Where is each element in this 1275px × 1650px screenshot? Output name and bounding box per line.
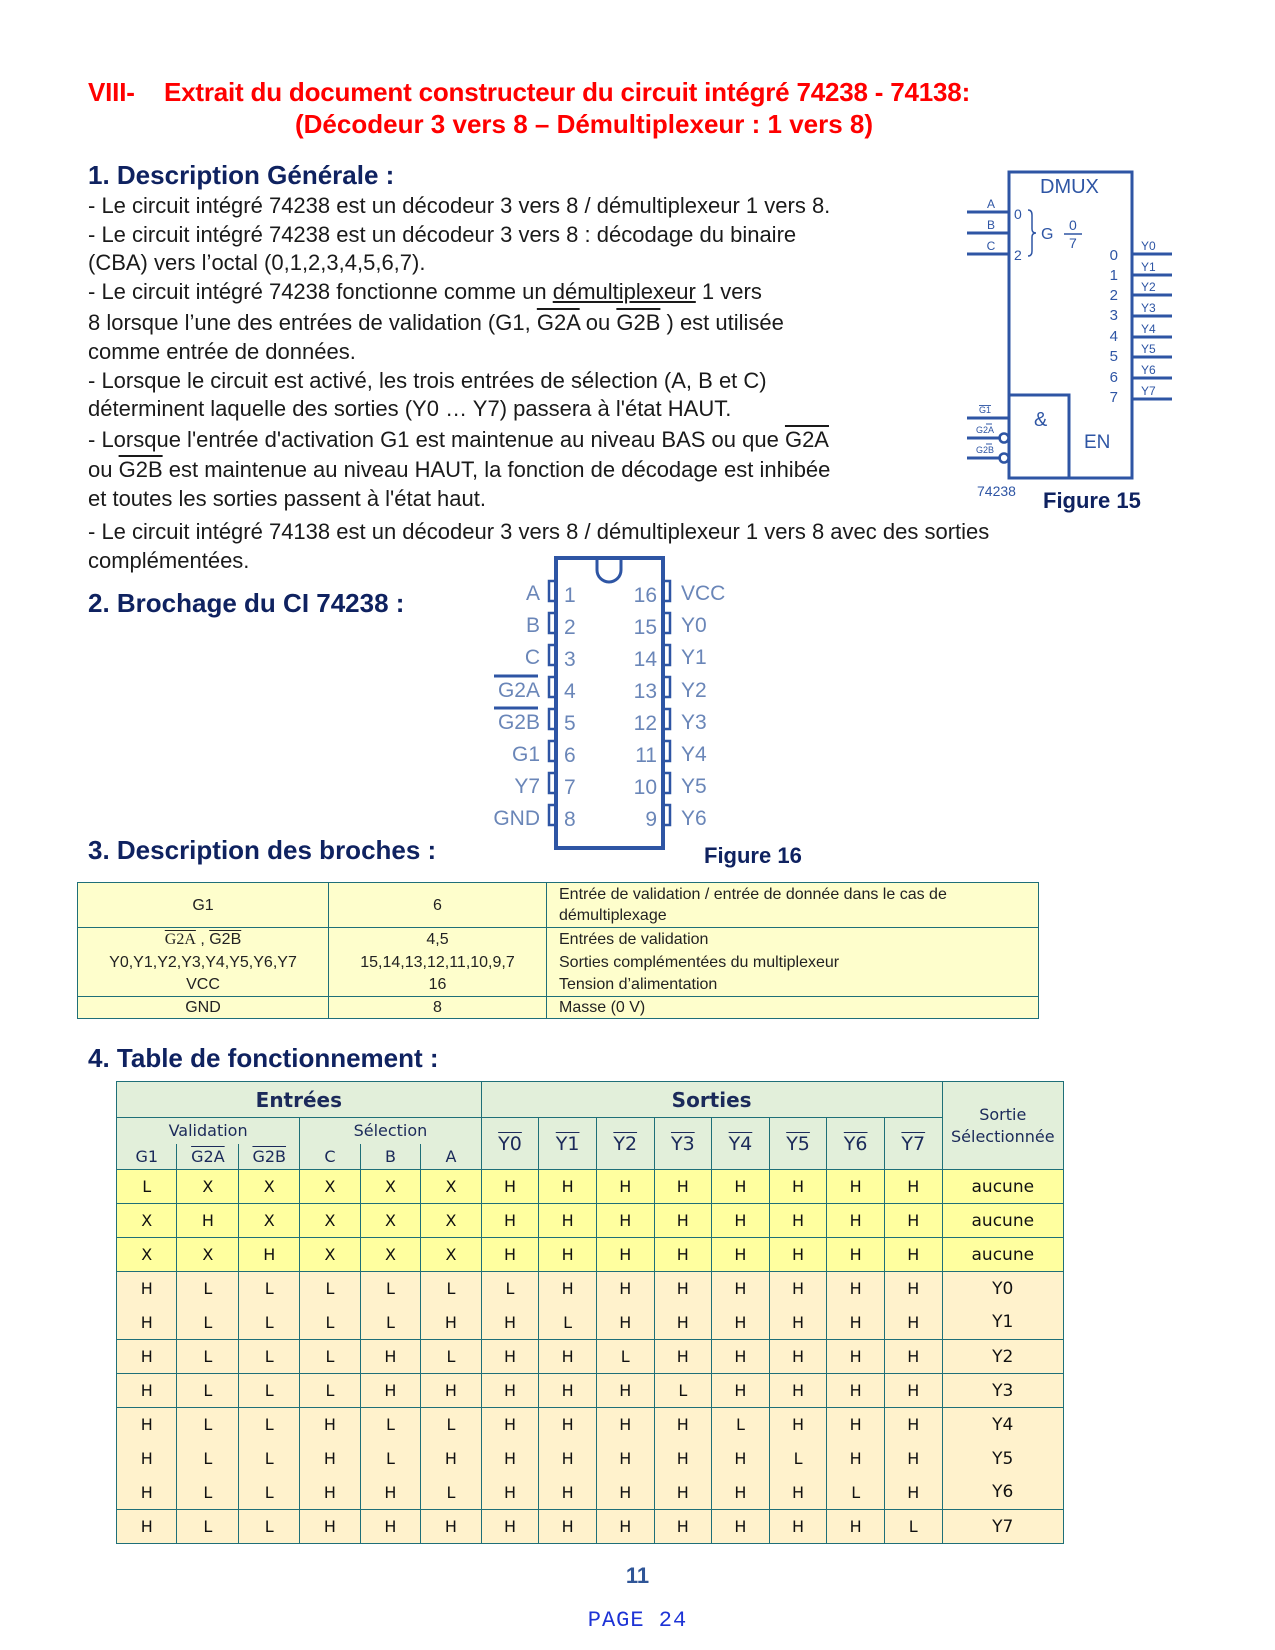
table-cell: H: [769, 1204, 827, 1238]
document-subtitle: (Décodeur 3 vers 8 – Démultiplexeur : 1 vers 8): [295, 109, 874, 139]
table-cell: L: [177, 1442, 239, 1476]
table-cell: H: [539, 1408, 597, 1442]
selected-output-cell: Y3: [942, 1374, 1063, 1408]
table-cell: L: [769, 1442, 827, 1476]
table-cell: H: [117, 1476, 177, 1510]
table-cell: H: [769, 1374, 827, 1408]
table-cell: X: [300, 1238, 361, 1272]
table-cell: L: [360, 1306, 421, 1340]
svg-text:7: 7: [564, 776, 576, 799]
table-cell: H: [481, 1408, 539, 1442]
selected-output-cell: aucune: [942, 1238, 1063, 1272]
table-cell: H: [117, 1272, 177, 1306]
svg-text:Y2: Y2: [1141, 280, 1156, 294]
table-cell: L: [239, 1340, 300, 1374]
svg-text:14: 14: [633, 648, 657, 671]
table-cell: H: [654, 1408, 712, 1442]
svg-text:Y3: Y3: [1141, 301, 1156, 315]
figure-16-caption: Figure 16: [704, 843, 802, 868]
selected-output-cell: Y6: [942, 1476, 1063, 1510]
svg-text:6: 6: [1109, 369, 1118, 386]
svg-text:Y6: Y6: [681, 807, 707, 830]
page-label: PAGE 24: [587, 1608, 688, 1633]
table-cell: L: [421, 1272, 482, 1306]
table-cell: H: [117, 1306, 177, 1340]
table-cell: H: [539, 1374, 597, 1408]
svg-text:1: 1: [1109, 267, 1118, 284]
table-cell: L: [596, 1340, 654, 1374]
table-cell: H: [539, 1510, 597, 1544]
svg-text:A: A: [986, 197, 996, 211]
svg-text:Y7: Y7: [514, 775, 540, 798]
table-cell: H: [654, 1476, 712, 1510]
svg-text:5: 5: [1109, 348, 1118, 365]
table-cell: L: [239, 1272, 300, 1306]
table-cell: L: [177, 1510, 239, 1544]
description-line: ou G2B est maintenue au niveau HAUT, la fonction de décodage est inhibée: [88, 457, 831, 483]
table-cell: L: [360, 1272, 421, 1306]
svg-text:2: 2: [1109, 287, 1118, 304]
table-cell: H: [117, 1374, 177, 1408]
svg-text:G2B: G2B: [976, 445, 995, 455]
svg-text:G2A: G2A: [976, 425, 995, 435]
table-row: Y0,Y1,Y2,Y3,Y4,Y5,Y6,Y7 15,14,13,12,11,10,9,7 Sorties complémentées du multiplexeur: [78, 951, 1039, 974]
svg-text:Y5: Y5: [1141, 342, 1156, 356]
table-row: [117, 1170, 1064, 1204]
svg-text:2: 2: [1014, 247, 1022, 263]
table-cell: H: [539, 1340, 597, 1374]
table-cell: H: [117, 1408, 177, 1442]
table-cell: H: [827, 1170, 885, 1204]
table-cell: L: [239, 1374, 300, 1408]
table-row: VCC 16 Tension d’alimentation: [78, 974, 1039, 997]
description-line: 8 lorsque l’une des entrées de validation (G1, G2A ou G2B ) est utilisée: [88, 310, 784, 336]
svg-text:0: 0: [1069, 217, 1077, 233]
table-cell: H: [827, 1204, 885, 1238]
table-cell: H: [712, 1306, 770, 1340]
table-row: G2A , G2B 4,5 Entrées de validation: [78, 928, 1039, 951]
table-cell: X: [360, 1238, 421, 1272]
table-row: [117, 1374, 1064, 1408]
table-cell: L: [300, 1272, 361, 1306]
svg-text:GND: GND: [493, 807, 540, 830]
svg-text:Y4: Y4: [1141, 322, 1156, 336]
table-cell: H: [481, 1238, 539, 1272]
description-line: complémentées.: [88, 547, 250, 573]
table-cell: H: [827, 1272, 885, 1306]
table-cell: H: [884, 1408, 942, 1442]
table-cell: L: [654, 1374, 712, 1408]
table-cell: H: [539, 1476, 597, 1510]
table-cell: X: [239, 1204, 300, 1238]
svg-text:8: 8: [564, 808, 576, 831]
ic-pinout-figure: [480, 550, 740, 860]
table-cell: H: [117, 1340, 177, 1374]
selected-output-cell: Y1: [942, 1306, 1063, 1340]
svg-text:0: 0: [1109, 247, 1118, 264]
table-cell: X: [117, 1238, 177, 1272]
table-cell: H: [712, 1340, 770, 1374]
table-cell: H: [827, 1306, 885, 1340]
table-cell: X: [360, 1204, 421, 1238]
selected-output-cell: aucune: [942, 1204, 1063, 1238]
table-cell: H: [360, 1340, 421, 1374]
table-cell: L: [300, 1340, 361, 1374]
table-cell: H: [360, 1510, 421, 1544]
table-cell: X: [421, 1170, 482, 1204]
table-cell: H: [884, 1476, 942, 1510]
svg-text:C: C: [986, 239, 996, 253]
svg-text:4: 4: [564, 680, 576, 703]
section-heading-function-table: 4. Table de fonctionnement :: [88, 1043, 439, 1073]
figure-15-caption: Figure 15: [1043, 488, 1141, 513]
table-cell: L: [177, 1374, 239, 1408]
table-cell: H: [117, 1442, 177, 1476]
table-cell: H: [712, 1170, 770, 1204]
table-cell: H: [300, 1510, 361, 1544]
table-cell: H: [177, 1204, 239, 1238]
svg-text:Y0: Y0: [681, 614, 707, 637]
table-cell: H: [884, 1442, 942, 1476]
table-cell: L: [360, 1408, 421, 1442]
header-inputs: Entrées: [117, 1082, 482, 1118]
table-cell: L: [300, 1374, 361, 1408]
table-cell: H: [712, 1204, 770, 1238]
table-cell: H: [300, 1408, 361, 1442]
description-line: (CBA) vers l’octal (0,1,2,3,4,5,6,7).: [88, 250, 426, 276]
chip-label: 74238: [977, 483, 1016, 499]
table-cell: H: [481, 1306, 539, 1340]
table-cell: H: [884, 1374, 942, 1408]
table-row: [117, 1204, 1064, 1238]
table-cell: H: [712, 1476, 770, 1510]
table-cell: H: [712, 1272, 770, 1306]
table-cell: X: [360, 1170, 421, 1204]
svg-text:16: 16: [633, 584, 657, 607]
table-cell: H: [654, 1306, 712, 1340]
svg-text:15: 15: [633, 616, 657, 639]
table-cell: H: [654, 1170, 712, 1204]
table-cell: L: [421, 1340, 482, 1374]
table-cell: H: [481, 1340, 539, 1374]
table-cell: H: [769, 1238, 827, 1272]
table-cell: H: [596, 1374, 654, 1408]
table-cell: H: [827, 1442, 885, 1476]
table-header-row: Validation Sélection Y0 Y1 Y2 Y3 Y4 Y5 Y6 Y7: [117, 1118, 1064, 1144]
table-cell: L: [239, 1442, 300, 1476]
table-cell: X: [177, 1170, 239, 1204]
table-cell: L: [884, 1510, 942, 1544]
table-cell: H: [596, 1442, 654, 1476]
table-cell: L: [177, 1476, 239, 1510]
table-cell: H: [884, 1272, 942, 1306]
table-row: [117, 1306, 1064, 1340]
table-cell: H: [539, 1272, 597, 1306]
svg-text:11: 11: [635, 744, 657, 767]
selected-output-cell: aucune: [942, 1170, 1063, 1204]
table-cell: H: [539, 1204, 597, 1238]
and-symbol: &: [1034, 409, 1048, 431]
table-cell: H: [654, 1204, 712, 1238]
table-cell: H: [769, 1272, 827, 1306]
svg-text:3: 3: [564, 648, 576, 671]
table-cell: H: [360, 1476, 421, 1510]
table-cell: X: [300, 1204, 361, 1238]
table-cell: H: [596, 1408, 654, 1442]
table-cell: L: [239, 1510, 300, 1544]
table-header-row: [117, 1082, 1064, 1118]
table-cell: H: [827, 1238, 885, 1272]
table-cell: X: [421, 1204, 482, 1238]
table-cell: H: [827, 1374, 885, 1408]
svg-text:VCC: VCC: [681, 582, 726, 605]
table-cell: H: [596, 1272, 654, 1306]
table-cell: H: [421, 1442, 482, 1476]
table-cell: H: [481, 1374, 539, 1408]
svg-text:7: 7: [1069, 235, 1077, 251]
description-line: - Lorsque le circuit est activé, les trois entrées de sélection (A, B et C): [88, 367, 767, 393]
svg-text:B: B: [525, 614, 540, 637]
header-outputs: Sorties: [481, 1082, 942, 1118]
svg-text:Y4: Y4: [681, 743, 707, 766]
svg-text:Y0: Y0: [1141, 239, 1156, 253]
table-cell: H: [769, 1510, 827, 1544]
svg-text:B: B: [986, 218, 996, 232]
description-line: comme entrée de données.: [88, 338, 356, 364]
table-cell: H: [654, 1442, 712, 1476]
table-row: G1 6 Entrée de validation / entrée de donnée dans le cas de démultiplexage: [78, 883, 1039, 928]
section-number: VIII-: [88, 77, 135, 107]
table-row: [117, 1442, 1064, 1476]
table-cell: H: [654, 1340, 712, 1374]
svg-text:Y5: Y5: [681, 775, 707, 798]
table-row: [117, 1238, 1064, 1272]
svg-text:3: 3: [1109, 307, 1118, 324]
svg-text:Y6: Y6: [1141, 363, 1156, 377]
page-number: 11: [625, 1563, 650, 1588]
table-cell: L: [177, 1306, 239, 1340]
dmux-logic-symbol-figure: [960, 160, 1175, 520]
selected-output-cell: Y7: [942, 1510, 1063, 1544]
table-cell: H: [539, 1170, 597, 1204]
table-row: [117, 1408, 1064, 1442]
table-cell: H: [360, 1374, 421, 1408]
description-line: - Le circuit intégré 74138 est un décodeur 3 vers 8 / démultiplexeur 1 vers 8 avec des sorties: [88, 519, 990, 544]
svg-text:G: G: [1041, 226, 1054, 243]
table-cell: H: [769, 1408, 827, 1442]
section-heading-pinout: 2. Brochage du CI 74238 :: [88, 588, 405, 618]
table-cell: L: [360, 1442, 421, 1476]
table-cell: H: [712, 1442, 770, 1476]
table-cell: H: [769, 1340, 827, 1374]
table-cell: H: [884, 1170, 942, 1204]
svg-text:G1: G1: [511, 743, 540, 766]
selected-output-cell: Y0: [942, 1272, 1063, 1306]
table-cell: H: [481, 1510, 539, 1544]
svg-text:6: 6: [564, 744, 576, 767]
table-cell: H: [596, 1204, 654, 1238]
table-cell: L: [239, 1408, 300, 1442]
table-cell: L: [421, 1408, 482, 1442]
function-truth-table: [116, 1081, 1064, 1544]
svg-text:Y2: Y2: [681, 679, 707, 702]
table-cell: L: [117, 1170, 177, 1204]
table-cell: X: [239, 1170, 300, 1204]
table-cell: L: [239, 1476, 300, 1510]
table-cell: H: [596, 1306, 654, 1340]
enable-label: EN: [1084, 432, 1111, 453]
table-cell: L: [827, 1476, 885, 1510]
dmux-label: DMUX: [1040, 176, 1099, 198]
svg-text:Y1: Y1: [681, 646, 707, 669]
table-row: [117, 1340, 1064, 1374]
table-cell: H: [884, 1204, 942, 1238]
svg-text:9: 9: [645, 808, 657, 831]
svg-text:13: 13: [633, 680, 657, 703]
svg-text:2: 2: [564, 616, 576, 639]
table-cell: H: [654, 1272, 712, 1306]
svg-text:Y3: Y3: [681, 711, 707, 734]
table-cell: X: [177, 1238, 239, 1272]
table-cell: L: [239, 1306, 300, 1340]
table-cell: H: [117, 1510, 177, 1544]
table-cell: H: [481, 1170, 539, 1204]
table-cell: L: [300, 1306, 361, 1340]
table-header-row: G1 G2A G2B C B A: [117, 1144, 1064, 1170]
table-cell: H: [596, 1510, 654, 1544]
table-cell: H: [827, 1408, 885, 1442]
description-line: - Le circuit intégré 74238 fonctionne comme un démultiplexeur 1 vers: [88, 278, 762, 304]
description-line: déterminent laquelle des sorties (Y0 … Y7) passera à l'état HAUT.: [88, 396, 732, 422]
svg-text:10: 10: [633, 776, 657, 799]
table-cell: L: [177, 1408, 239, 1442]
description-line: - Lorsque l'entrée d'activation G1 est maintenue au niveau BAS ou que G2A: [88, 426, 829, 452]
table-cell: H: [654, 1238, 712, 1272]
selected-output-cell: Y2: [942, 1340, 1063, 1374]
table-cell: X: [117, 1204, 177, 1238]
table-row: [117, 1476, 1064, 1510]
table-cell: L: [481, 1272, 539, 1306]
table-cell: H: [769, 1170, 827, 1204]
description-line: et toutes les sorties passent à l'état haut.: [88, 485, 486, 511]
table-row: [117, 1272, 1064, 1306]
header-validation: Validation: [117, 1118, 300, 1144]
svg-text:C: C: [524, 646, 540, 669]
table-cell: H: [596, 1170, 654, 1204]
table-cell: L: [177, 1272, 239, 1306]
table-cell: H: [481, 1442, 539, 1476]
selected-output-cell: Y4: [942, 1408, 1063, 1442]
table-cell: H: [712, 1238, 770, 1272]
svg-text:7: 7: [1109, 389, 1118, 406]
header-selection: Sélection: [300, 1118, 482, 1144]
svg-text:A: A: [525, 582, 540, 605]
table-cell: L: [177, 1340, 239, 1374]
table-cell: L: [421, 1476, 482, 1510]
table-cell: H: [712, 1510, 770, 1544]
table-cell: H: [421, 1510, 482, 1544]
document-title: [88, 76, 970, 108]
selected-output-cell: Y5: [942, 1442, 1063, 1476]
table-row: GND 8 Masse (0 V): [78, 997, 1039, 1019]
section-heading-description: 1. Description Générale :: [88, 160, 395, 190]
svg-text:G1: G1: [979, 405, 992, 415]
table-cell: H: [300, 1442, 361, 1476]
pin-description-table: [77, 882, 1039, 1019]
svg-text:G2B: G2B: [497, 711, 540, 734]
description-line: - Le circuit intégré 74238 est un décodeur 3 vers 8 : décodage du binaire: [88, 221, 797, 247]
table-cell: L: [712, 1408, 770, 1442]
table-cell: H: [827, 1340, 885, 1374]
truth-table-body: [117, 1170, 1064, 1544]
description-paragraph: [88, 192, 958, 514]
svg-text:1: 1: [564, 584, 576, 607]
table-cell: H: [481, 1204, 539, 1238]
table-cell: X: [421, 1238, 482, 1272]
table-cell: H: [827, 1510, 885, 1544]
table-cell: H: [884, 1306, 942, 1340]
svg-text:4: 4: [1109, 328, 1118, 345]
table-cell: H: [596, 1476, 654, 1510]
svg-text:G2A: G2A: [497, 679, 540, 702]
table-cell: H: [712, 1374, 770, 1408]
table-cell: X: [300, 1170, 361, 1204]
svg-text:Y1: Y1: [1141, 260, 1156, 274]
header-selected-output: Sortie Sélectionnée: [942, 1082, 1063, 1170]
svg-text:5: 5: [564, 712, 576, 735]
svg-text:Y7: Y7: [1141, 384, 1156, 398]
description-line: - Le circuit intégré 74238 est un décodeur 3 vers 8 / démultiplexeur 1 vers 8.: [88, 193, 831, 218]
table-cell: H: [884, 1340, 942, 1374]
svg-text:12: 12: [633, 712, 657, 735]
table-cell: H: [884, 1238, 942, 1272]
table-cell: H: [300, 1476, 361, 1510]
table-cell: L: [539, 1306, 597, 1340]
title-text: Extrait du document constructeur du circuit intégré 74238 - 74138:: [164, 77, 971, 107]
table-cell: H: [596, 1238, 654, 1272]
table-cell: H: [539, 1442, 597, 1476]
table-cell: H: [769, 1306, 827, 1340]
table-cell: H: [421, 1306, 482, 1340]
table-cell: H: [654, 1510, 712, 1544]
table-cell: H: [239, 1238, 300, 1272]
section-heading-pin-description: 3. Description des broches :: [88, 835, 437, 865]
table-cell: H: [769, 1476, 827, 1510]
svg-text:0: 0: [1014, 206, 1022, 222]
table-row: [117, 1510, 1064, 1544]
table-cell: H: [481, 1476, 539, 1510]
table-cell: H: [421, 1374, 482, 1408]
table-cell: H: [539, 1238, 597, 1272]
